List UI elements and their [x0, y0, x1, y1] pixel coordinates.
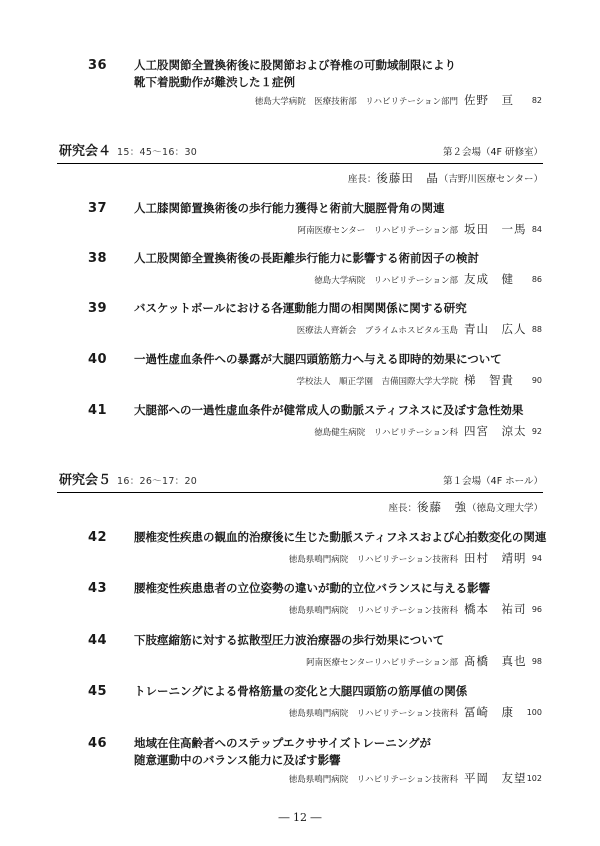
entry-affiliation: 徳島健生病院 リハビリテーション科 [314, 428, 458, 438]
entry-number: 44 [88, 633, 108, 648]
entry-affiliation: 学校法人 順正学園 吉備国際大学大学院 [296, 377, 458, 387]
entry-title-line: トレーニングによる骨格筋量の変化と大腿四頭筋の筋厚値の関係 [134, 684, 468, 698]
entry-affiliation: 徳島県鳴門病院 リハビリテーション技術科 [288, 555, 458, 565]
entry-title-line: 下肢痙縮筋に対する拡散型圧力波治療器の歩行効果について [134, 633, 445, 647]
entry-title [134, 632, 554, 649]
session-venue: 第１会場（4F ホール） [443, 476, 543, 487]
entry-number: 40 [88, 352, 108, 367]
entry-title [134, 300, 554, 317]
entry-page: 98 [531, 657, 542, 666]
entry-number: 36 [88, 58, 108, 73]
entry-title-line: 腰椎変性疾患の観血的治療後に生じた動脈スティフネスおよび心拍数変化の関連 [134, 530, 547, 544]
entry-author: 青山 広人 [464, 322, 527, 336]
entry-affiliation: 阿南医療センターリハビリテーション部 [306, 658, 458, 668]
session-header [57, 472, 543, 493]
entry-number: 39 [88, 301, 108, 316]
chair-affiliation: （吉野川医療センター） [438, 174, 543, 185]
entry-author: 髙橋 真也 [464, 654, 527, 668]
chair-affiliation: （徳島文理大学） [466, 503, 543, 514]
session-name: 研究会４ [59, 144, 112, 159]
entry-title-line: 随意運動中のバランス能力に及ぼす影響 [134, 753, 341, 767]
session-header [57, 143, 543, 164]
entry-title-line: 一過性虚血条件への暴露が大腿四頭筋筋力へ与える即時的効果について [134, 352, 502, 366]
entry-author: 四宮 涼太 [464, 424, 527, 438]
chair-label: 座長： [347, 174, 377, 185]
entry-author: 平岡 友望 [464, 771, 527, 785]
entry-title-line: 人工股関節全置換術後の長距離歩行能力に影響する術前因子の検討 [134, 251, 479, 265]
entry-author: 冨崎 康 [464, 705, 514, 719]
session-chair [348, 170, 543, 186]
entry-title [134, 580, 554, 597]
entry-affiliation: 徳島県鳴門病院 リハビリテーション技術科 [288, 606, 458, 616]
entry-title [134, 57, 554, 91]
entry-author: 坂田 一馬 [464, 222, 527, 236]
entry-title-line: 腰椎変性疾患患者の立位姿勢の違いが動的立位バランスに与える影響 [134, 581, 491, 595]
entry-title [134, 402, 554, 419]
entry-affiliation: 徳島大学病院 リハビリテーション部 [314, 276, 458, 286]
entry-number: 45 [88, 684, 108, 699]
entry-title [134, 351, 554, 368]
entry-title [134, 250, 554, 267]
session-chair [388, 499, 543, 515]
entry-number: 37 [88, 201, 108, 216]
entry-page: 82 [531, 96, 542, 105]
entry-page: 94 [531, 554, 542, 563]
entry-page: 88 [531, 325, 542, 334]
entry-page: 92 [531, 427, 542, 436]
entry-title-line: 人工股関節全置換術後に股関節および脊椎の可動域制限により [134, 58, 456, 72]
entry-author: 梯 智貴 [464, 373, 514, 387]
entry-number: 46 [88, 736, 108, 751]
entry-affiliation: 阿南医療センター リハビリテーション部 [297, 226, 458, 236]
entry-author: 友成 健 [464, 272, 514, 286]
entry-number: 42 [88, 530, 108, 545]
entry-affiliation: 医療法人齊新会 ブライムホスピタル玉島 [296, 326, 458, 336]
session-time: 16：26～17：20 [117, 476, 198, 487]
entry-title [134, 529, 554, 546]
entry-page: 84 [531, 225, 542, 234]
chair-name: 後藤 強 [416, 500, 467, 514]
session-time: 15：45～16：30 [117, 147, 198, 158]
entry-number: 43 [88, 581, 108, 596]
entry-author: 橋本 祐司 [464, 602, 527, 616]
entry-title-line: バスケットボールにおける各運動能力間の相関関係に関する研究 [134, 301, 467, 315]
page-number-footer: ― 12 ― [278, 811, 322, 824]
entry-author: 田村 靖明 [464, 551, 527, 565]
entry-page: 102 [526, 774, 542, 783]
entry-page: 86 [531, 275, 542, 284]
entry-title-line: 人工膝関節置換術後の歩行能力獲得と術前大腿脛骨角の関連 [134, 201, 445, 215]
entry-affiliation: 徳島県鳴門病院 リハビリテーション技術科 [288, 775, 458, 785]
chair-name: 後藤田 晶 [376, 171, 439, 185]
session-venue: 第２会場（4F 研修室） [442, 147, 543, 158]
entry-page: 90 [531, 376, 542, 385]
entry-title-line: 靴下着脱動作が難渋した１症例 [134, 75, 295, 89]
entry-title [134, 735, 554, 769]
entry-affiliation: 徳島県鳴門病院 リハビリテーション技術科 [288, 709, 458, 719]
chair-label: 座長： [388, 503, 417, 514]
entry-affiliation: 徳島大学病院 医療技術部 リハビリテーション部門 [254, 97, 458, 107]
session-name: 研究会５ [59, 473, 112, 488]
entry-title-line: 大腿部への一過性虚血条件が健常成人の動脈スティフネスに及ぼす急性効果 [134, 403, 524, 417]
entry-author: 佐野 亘 [464, 93, 514, 107]
entry-title [134, 200, 554, 217]
entry-title-line: 地域在住高齢者へのステップエクササイズトレーニングが [134, 736, 432, 750]
entry-page: 100 [526, 708, 542, 717]
entry-number: 38 [88, 251, 108, 266]
entry-title [134, 683, 554, 700]
entry-page: 96 [531, 605, 542, 614]
entry-number: 41 [88, 403, 108, 418]
